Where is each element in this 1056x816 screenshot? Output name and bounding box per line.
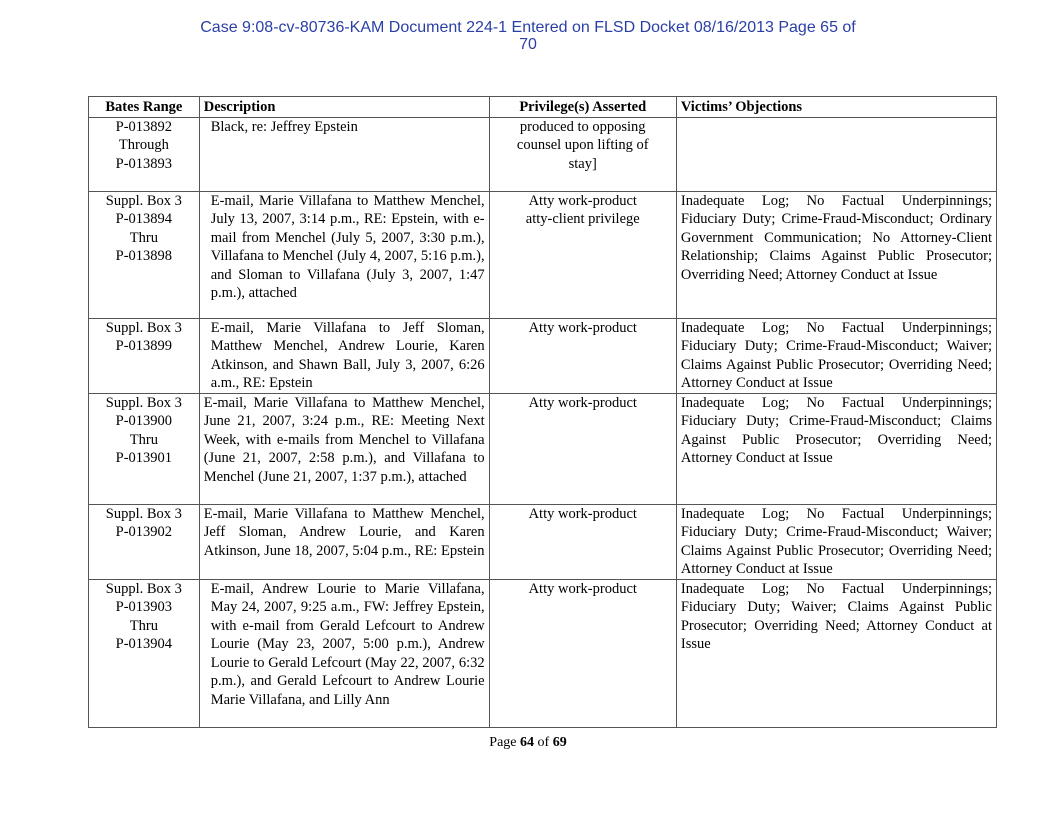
bates-line: Suppl. Box 3 bbox=[105, 394, 182, 411]
bates-line: P-013898 bbox=[115, 248, 173, 264]
bates-line: Suppl. Box 3 bbox=[105, 192, 182, 209]
table-row bbox=[89, 393, 997, 504]
bates-line: P-013902 bbox=[115, 524, 173, 540]
objections-cell: Inadequate Log; No Factual Underpinnings; Fiduciary Duty; Crime-Fraud-Misconduct; Ordinary Government Communication; No Attorney-Client Relationship; Claims Against Public Prosecutor; Overriding Need; Attorney Conduct at Issue bbox=[676, 191, 996, 318]
objections-cell: Inadequate Log; No Factual Underpinnings; Fiduciary Duty; Crime-Fraud-Misconduct; Waiver; Claims Against Public Prosecutor; Overriding Need; Attorney Conduct at Issue bbox=[676, 318, 996, 393]
privilege-line: stay] bbox=[568, 155, 597, 172]
bates-cell bbox=[89, 318, 200, 393]
privilege-line: Atty work-product bbox=[528, 192, 637, 209]
privilege-cell bbox=[489, 393, 676, 504]
bates-line: Thru bbox=[129, 431, 158, 448]
bates-cell bbox=[89, 191, 200, 318]
table-header-row bbox=[89, 97, 997, 118]
objections-cell: Inadequate Log; No Factual Underpinnings; Fiduciary Duty; Crime-Fraud-Misconduct; Claims Against Public Prosecutor; Overriding Need; Attorney Conduct at Issue bbox=[676, 393, 996, 504]
bates-cell bbox=[89, 117, 200, 191]
bates-line: P-013894 bbox=[115, 211, 173, 227]
privilege-cell bbox=[489, 117, 676, 191]
col-header-objections: Victims’ Objections bbox=[676, 97, 996, 118]
docket-header-line1: Case 9:08-cv-80736-KAM Document 224-1 Entered on FLSD Docket 08/16/2013 Page 65 of bbox=[200, 19, 856, 36]
bates-line: Through bbox=[118, 137, 169, 153]
bates-line: P-013900 bbox=[115, 413, 173, 429]
footer-prefix: Page bbox=[489, 735, 521, 750]
objections-cell bbox=[676, 117, 996, 191]
description-cell: E-mail, Marie Villafana to Matthew Menchel, June 21, 2007, 3:24 p.m., RE: Meeting Next Week, with e-mails from Menchel to Villafana (June 21, 2007, 2:58 p.m.), and Villafana to Menchel (June 21, 2007, 1:37 p.m.), attached bbox=[199, 393, 489, 504]
bates-line: Suppl. Box 3 bbox=[105, 580, 182, 597]
privilege-log-table bbox=[88, 96, 997, 728]
privilege-cell bbox=[489, 579, 676, 727]
privilege-line: Atty work-product bbox=[528, 580, 637, 597]
bates-line: Thru bbox=[129, 617, 158, 634]
footer-of: of bbox=[534, 735, 553, 750]
objections-cell: Inadequate Log; No Factual Underpinnings; Fiduciary Duty; Waiver; Claims Against Public Prosecutor; Overriding Need; Attorney Conduct at Issue bbox=[676, 579, 996, 727]
privilege-line: produced to opposing bbox=[519, 118, 646, 135]
bates-cell bbox=[89, 393, 200, 504]
bates-line: P-013899 bbox=[115, 338, 173, 354]
bates-line: P-013904 bbox=[115, 636, 173, 652]
privilege-line: counsel upon lifting of bbox=[516, 137, 649, 153]
description-cell: E-mail, Andrew Lourie to Marie Villafana, May 24, 2007, 9:25 a.m., FW: Jeffrey Epstein, with e-mail from Gerald Lefcourt to Andrew Lourie (May 23, 2007, 5:00 p.m.), Andrew Lourie to Gerald Lefcourt (May 22, 2007, 6:32 p.m.), and Gerald Lefcourt to Andrew Lourie Marie Villafana, and Lilly Ann bbox=[199, 579, 489, 727]
bates-line: P-013903 bbox=[115, 599, 173, 615]
bates-line: P-013893 bbox=[115, 155, 173, 172]
privilege-line: Atty work-product bbox=[528, 394, 637, 411]
bates-cell bbox=[89, 579, 200, 727]
privilege-line: Atty work-product bbox=[528, 319, 637, 336]
docket-header bbox=[0, 19, 1056, 53]
footer-page-total: 69 bbox=[552, 735, 567, 750]
col-header-bates: Bates Range bbox=[89, 97, 200, 118]
table-row bbox=[89, 318, 997, 393]
objections-cell: Inadequate Log; No Factual Underpinnings; Fiduciary Duty; Crime-Fraud-Misconduct; Waiver; Claims Against Public Prosecutor; Overriding Need; Attorney Conduct at Issue bbox=[676, 504, 996, 579]
table-row bbox=[89, 117, 997, 191]
privilege-cell bbox=[489, 318, 676, 393]
description-cell: E-mail, Marie Villafana to Matthew Menchel, July 13, 2007, 3:14 p.m., RE: Epstein, with e- mail from Menchel (July 5, 2007, 3:30 p.m.), Villafana to Menchel (July 4, 2007, 5:16 p.m.), and Sloman to Villafana (July 3, 2007, 1:47 p.m.), attached bbox=[199, 191, 489, 318]
col-header-privilege: Privilege(s) Asserted bbox=[489, 97, 676, 118]
description-cell: E-mail, Marie Villafana to Matthew Menchel, Jeff Sloman, Andrew Lourie, and Karen Atkinson, June 18, 2007, 5:04 p.m., RE: Epstein bbox=[199, 504, 489, 579]
privilege-cell bbox=[489, 504, 676, 579]
col-header-description: Description bbox=[199, 97, 489, 118]
bates-line: Thru bbox=[129, 229, 158, 246]
table-row bbox=[89, 504, 997, 579]
privilege-line: atty-client privilege bbox=[525, 211, 640, 227]
table-row bbox=[89, 579, 997, 727]
bates-line: Suppl. Box 3 bbox=[105, 319, 182, 336]
privilege-cell bbox=[489, 191, 676, 318]
privilege-line: Atty work-product bbox=[528, 505, 637, 522]
table-row bbox=[89, 191, 997, 318]
docket-header-line2: 70 bbox=[519, 36, 537, 53]
footer-page-number: 64 bbox=[520, 735, 535, 750]
bates-cell bbox=[89, 504, 200, 579]
description-cell: Black, re: Jeffrey Epstein bbox=[199, 117, 489, 191]
bates-line: P-013901 bbox=[115, 450, 173, 466]
bates-line: P-013892 bbox=[115, 118, 173, 135]
page-footer bbox=[0, 735, 1056, 751]
description-cell: E-mail, Marie Villafana to Jeff Sloman, Matthew Menchel, Andrew Lourie, Karen Atkinson, and Shawn Ball, July 3, 2007, 6:26 a.m., RE: Epstein bbox=[199, 318, 489, 393]
bates-line: Suppl. Box 3 bbox=[105, 505, 182, 522]
